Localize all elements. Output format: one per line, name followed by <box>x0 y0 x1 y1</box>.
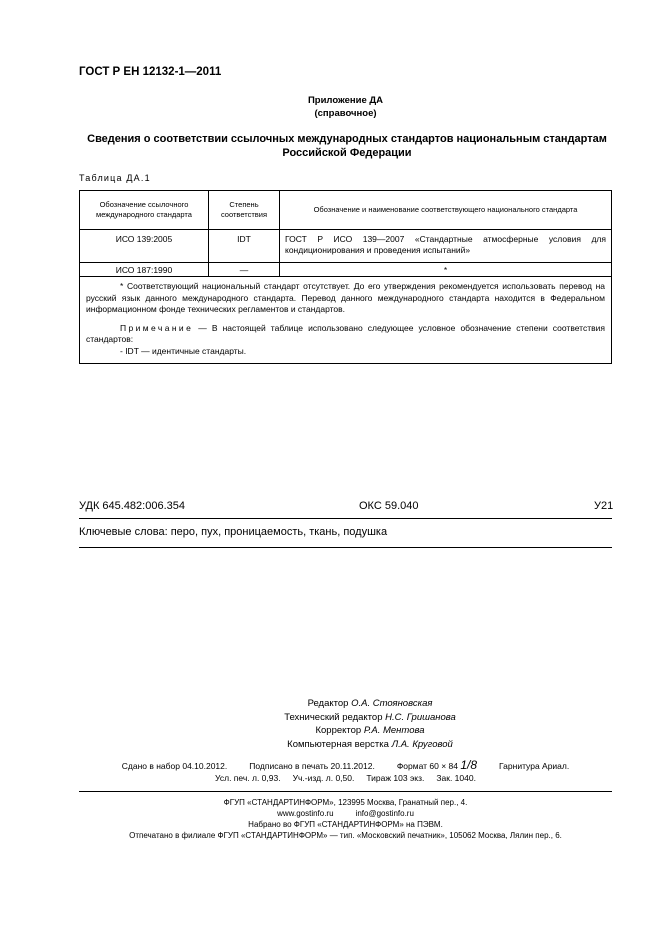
note-item: - IDT — идентичные стандарты. <box>120 345 247 356</box>
print-run: Тираж 103 экз. <box>366 773 425 783</box>
cell-reference: ИСО 187:1990 <box>80 263 209 277</box>
publisher-contacts <box>30 808 661 819</box>
credit-label: Корректор <box>315 725 362 736</box>
divider <box>79 518 612 519</box>
publisher-email: info@gostinfo.ru <box>355 809 414 818</box>
credit-label: Технический редактор <box>284 711 383 723</box>
print-info-line-1 <box>0 758 661 772</box>
credit-layout <box>200 738 540 752</box>
note-label: Примечание <box>120 322 194 333</box>
table-notes-row <box>80 277 612 364</box>
print-sheets: Усл. печ. л. 0,93. <box>215 773 281 783</box>
header-col1-line2: международного стандарта <box>96 210 192 219</box>
print-format: Формат 60 × 84 <box>396 761 458 771</box>
table-row <box>80 263 612 277</box>
credit-editor <box>200 697 540 711</box>
print-pub-sheets: Уч.-изд. л. 0,50. <box>292 773 355 783</box>
annex-title: Приложение ДА <box>307 95 384 106</box>
divider <box>79 547 612 548</box>
cell-national: * <box>280 263 612 277</box>
table-row <box>80 230 612 263</box>
keywords: Ключевые слова: перо, пух, проницаемость, ткань, подушка <box>79 526 388 538</box>
section-title-line-1: Сведения о соответствии ссылочных международных стандартов национальным стандартам <box>87 133 607 145</box>
print-signed: Подписано в печать 20.11.2012. <box>249 761 375 771</box>
credit-label: Редактор <box>307 698 349 709</box>
publisher-info <box>0 797 661 841</box>
print-format-fraction: 1/8 <box>460 758 478 772</box>
credit-label: Компьютерная верстка <box>287 738 389 750</box>
cell-degree: IDT <box>209 230 280 263</box>
document-code: ГОСТ Р ЕН 12132-1—2011 <box>79 66 222 78</box>
annex-subtitle: (справочное) <box>314 108 377 119</box>
header-col1-line1: Обозначение ссылочного <box>99 200 189 209</box>
table-notes-cell <box>80 277 612 364</box>
credit-name: Н.С. Гришанова <box>385 711 456 723</box>
cell-national: ГОСТ Р ИСО 139—2007 «Стандартные атмосферные условия для кондиционирования и проведения испытаний» <box>280 230 612 263</box>
oks-code: ОКС 59.040 <box>359 500 419 512</box>
table-label: Таблица ДА.1 <box>79 173 151 183</box>
header-col2-line1: Степень <box>229 200 259 209</box>
table-note <box>86 323 605 346</box>
note-text: — В настоящей таблице использовано следующее условное обозначение степени соответствия стандартов: <box>86 322 605 344</box>
header-reference-standard <box>80 191 209 230</box>
header-national-standard: Обозначение и наименование соответствующего национального стандарта <box>280 191 612 230</box>
credit-name: Р.А. Ментова <box>363 725 425 736</box>
udk-code: УДК 645.482:006.354 <box>79 500 185 512</box>
credit-name: О.А. Стояновская <box>351 698 433 709</box>
header-degree <box>209 191 280 230</box>
publisher-typeset: Набрано во ФГУП «СТАНДАРТИНФОРМ» на ПЭВМ. <box>248 820 443 829</box>
publisher-address: ФГУП «СТАНДАРТИНФОРМ», 123995 Москва, Гранатный пер., 4. <box>223 798 468 807</box>
print-order: Зак. 1040. <box>436 773 476 783</box>
table-footnote: * Соответствующий национальный стандарт отсутствует. До его утверждения рекомендуется использовать перевод на русский язык данного международного стандарта. Перевод данного международного стандарта находится в Федеральном информационном фонде технических регламентов и стандартов. <box>86 281 605 314</box>
credit-corrector <box>200 724 540 738</box>
section-title <box>79 132 615 160</box>
publisher-printed: Отпечатано в филиале ФГУП «СТАНДАРТИНФОРМ» — тип. «Московский печатник», 105062 Москва, Лялин пер., 6. <box>129 831 562 840</box>
section-title-line-2: Российской Федерации <box>282 147 412 159</box>
cell-degree: — <box>209 263 280 277</box>
publisher-site: www.gostinfo.ru <box>277 809 334 818</box>
correspondence-table <box>79 190 612 364</box>
credit-tech-editor <box>200 711 540 725</box>
print-sent: Сдано в набор 04.10.2012. <box>121 761 228 771</box>
credit-name: Л.А. Круговой <box>391 738 453 750</box>
table-header-row <box>80 191 612 230</box>
print-info-line-2 <box>0 773 661 783</box>
print-font: Гарнитура Ариал. <box>499 761 570 771</box>
cell-reference: ИСО 139:2005 <box>80 230 209 263</box>
credits <box>200 697 540 751</box>
classification-code: У21 <box>594 500 614 512</box>
divider <box>79 791 612 792</box>
header-col2-line2: соответствия <box>220 210 268 219</box>
